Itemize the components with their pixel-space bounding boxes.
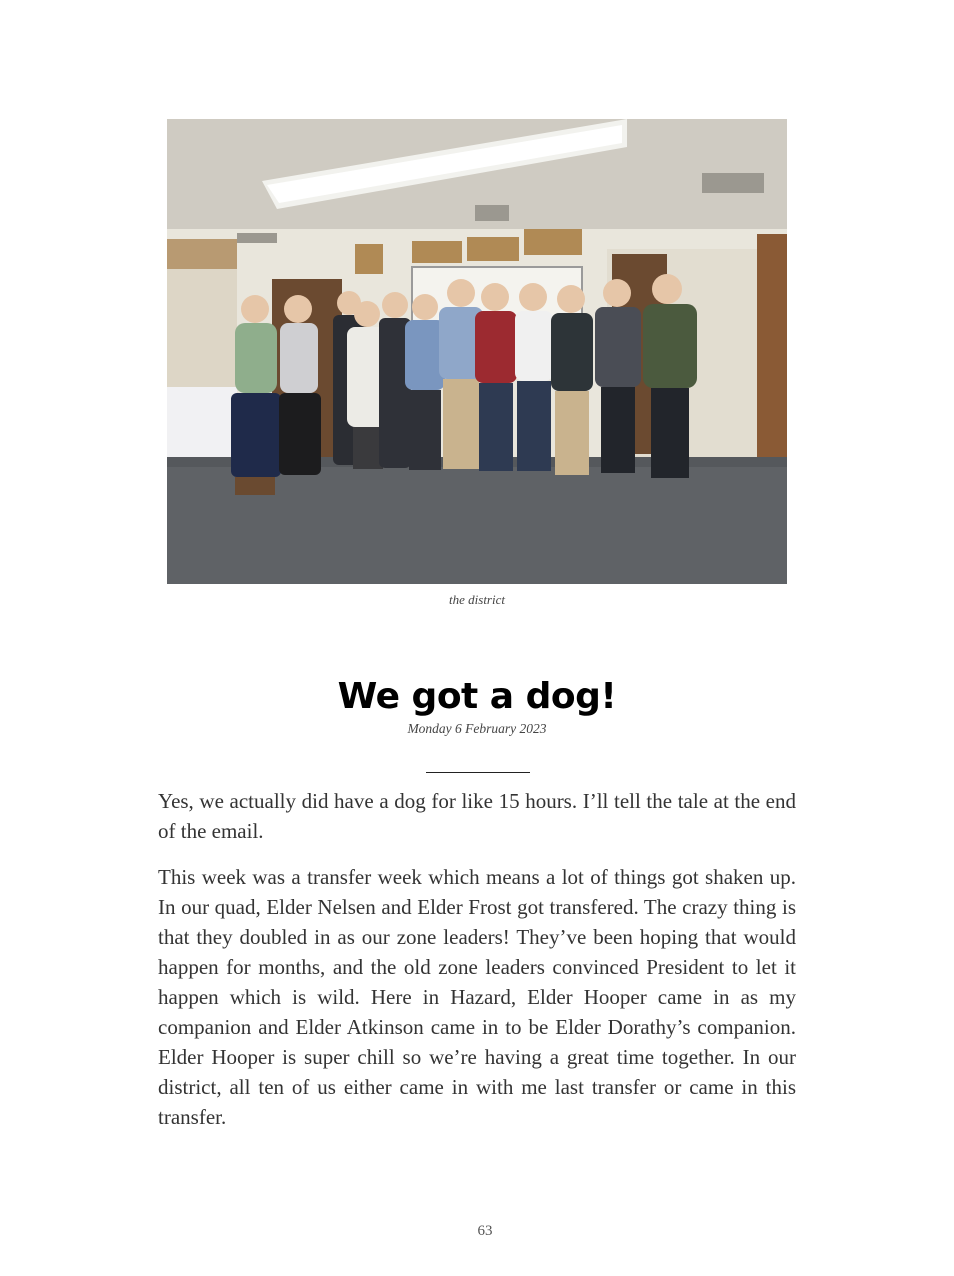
district-photo [167,119,787,584]
article-paragraph: This week was a transfer week which means a lot of things got shaken up. In our quad, Elder Nelsen and Elder Frost got transfered. The crazy thing is that they doubled in as our zone leaders! They’ve been hoping that would happen for months, and the old zone leaders convinced President to let it happen which is wild. Here in Hazard, Elder Hooper came in as my companion and Elder Atkinson came in to be Elder Dorathy’s companion. Elder Hooper is super chill so we’re having a great time together. In our district, all ten of us either came in with me last transfer or came in this transfer. [158,865,796,1129]
section-divider [426,772,530,773]
article-date: Monday 6 February 2023 [407,721,547,736]
article-title: We got a dog! [337,676,617,717]
article-paragraph: Yes, we actually did have a dog for like 15 hours. I’ll tell the tale at the end of the email. [158,789,796,843]
photo-caption: the district [449,592,505,607]
page-number: 63 [477,1223,493,1239]
article-body [158,786,796,1148]
